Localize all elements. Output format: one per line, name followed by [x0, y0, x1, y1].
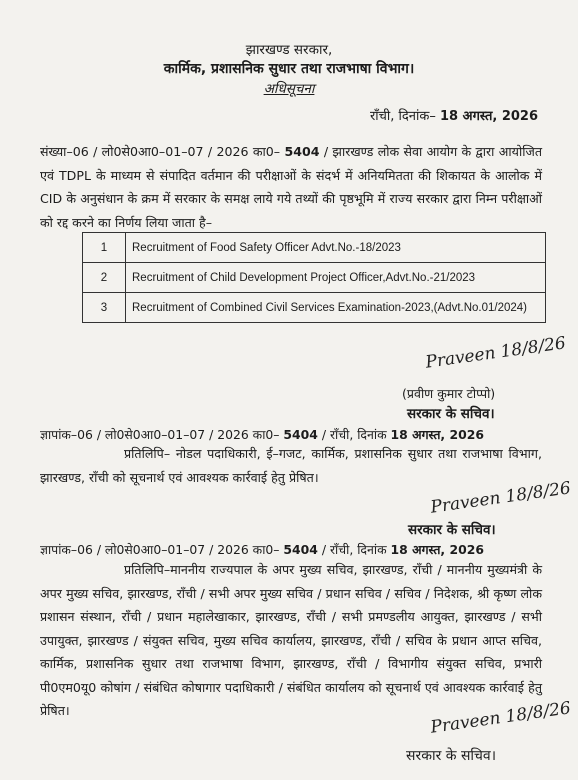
row-number: 1: [83, 233, 126, 263]
notification-body: [40, 140, 542, 234]
exam-name: Recruitment of Child Development Project Officer,Advt.No.-21/2023: [126, 263, 546, 293]
memo-ref-number: 5404: [283, 542, 318, 557]
memo-number-prefix: संख्या–06 / लो0से0आ0–01–07 / 2026 का0–: [40, 144, 285, 159]
memo-ref-number: 5404: [283, 427, 318, 442]
date-value: 18 अगस्त, 2026: [440, 109, 538, 124]
memo-ref-mid: / राँची, दिनांक: [317, 427, 391, 442]
date-prefix: राँची, दिनांक–: [369, 109, 436, 124]
row-number: 3: [83, 293, 126, 323]
signatory-title: सरकार के सचिव।: [407, 406, 495, 422]
notification-date: [370, 106, 538, 124]
copy-text: प्रतिलिपि– नोडल पदाधिकारी, ई–गजट, कार्मिक, प्रशासनिक सुधार तथा राजभाषा विभाग, झारखण्ड, राँची को सूचनार्थ एवं आवश्यक कार्रवाई हेतु प्रेषित।: [40, 446, 542, 485]
handwritten-signature: Praveen 18/8/26: [429, 478, 573, 518]
copy-text: प्रतिलिपि–माननीय राज्यपाल के अपर मुख्य सचिव, झारखण्ड, राँची / माननीय मुख्यमंत्री के अपर मुख्य सचिव, झारखण्ड, राँची / सभी अपर मुख्य सचिव / प्रधान सचिव / सचिव / निदेशक, श्री कृष्ण लोक प्रशासन संस्थान, राँची / प्रधान महालेखाकार, झारखण्ड, राँची / सभी प्रमण्डलीय आयुक्त, झारखण्ड / सभी उपायुक्त, झारखण्ड / संयुक्त सचिव, मुख्य सचिव कार्यालय, झारखण्ड, राँची / सचिव के प्रधान आप्त सचिव, कार्मिक, प्रशासनिक सुधार तथा राजभाषा विभाग, झारखण्ड, राँची / विभागीय संयुक्त सचिव, प्रभारी पी0एम0यू0 कोषांग / संबंधित कोषागार पदाधिकारी / संबंधित कार्यालय को सूचनार्थ एवं आवश्यक कार्रवाई हेतु प्रेषित।: [40, 562, 542, 718]
memo-ref-mid: / राँची, दिनांक: [317, 542, 391, 557]
signatory-title: सरकार के सचिव।: [408, 522, 496, 538]
signatory-title: सरकार के सचिव।: [406, 748, 497, 764]
table-row: [83, 293, 546, 323]
copy-forward-text: [40, 442, 542, 489]
cancelled-exams-table: [82, 232, 546, 323]
exam-name: Recruitment of Combined Civil Services Examination-2023,(Advt.No.01/2024): [126, 293, 546, 323]
handwritten-signature: Praveen 18/8/26: [424, 333, 568, 373]
header-department: कार्मिक, प्रशासनिक सुधार तथा राजभाषा विभाग।: [163, 61, 415, 77]
handwritten-signature: Praveen 18/8/26: [429, 698, 573, 738]
memo-reference-line: [40, 541, 484, 558]
exam-name: Recruitment of Food Safety Officer Advt.No.-18/2023: [126, 233, 546, 263]
memo-ref-prefix: ज्ञापांक–06 / लो0से0आ0–01–07 / 2026 का0–: [40, 542, 284, 557]
table-row: [83, 263, 546, 293]
table-row: [83, 233, 546, 263]
header-government: झारखण्ड सरकार,: [245, 42, 333, 58]
row-number: 2: [83, 263, 126, 293]
memo-ref-prefix: ज्ञापांक–06 / लो0से0आ0–01–07 / 2026 का0–: [40, 427, 284, 442]
memo-ref-date: 18 अगस्त, 2026: [390, 427, 484, 442]
memo-ref-date: 18 अगस्त, 2026: [390, 542, 484, 557]
memo-reference-line: [40, 426, 484, 443]
body-text: / झारखण्ड लोक सेवा आयोग के द्वारा आयोजित एवं TDPL के माध्यम से संपादित वर्तमान की परीक्षाओं के संदर्भ में अनियमितता की शिकायत के आलोक में CID के अनुसंधान के क्रम में सरकार के समक्ष लाये गये तथ्यों की पृष्ठभूमि में राज्य सरकार द्वारा निम्न परीक्षाओं को रद्द करने का निर्णय लिया जाता है–: [40, 144, 543, 230]
signatory-name: (प्रवीण कुमार टोप्पो): [402, 386, 496, 401]
memo-number: 5404: [284, 144, 320, 159]
copy-forward-text: [40, 558, 542, 723]
header-notification-title: अधिसूचना: [263, 81, 315, 97]
